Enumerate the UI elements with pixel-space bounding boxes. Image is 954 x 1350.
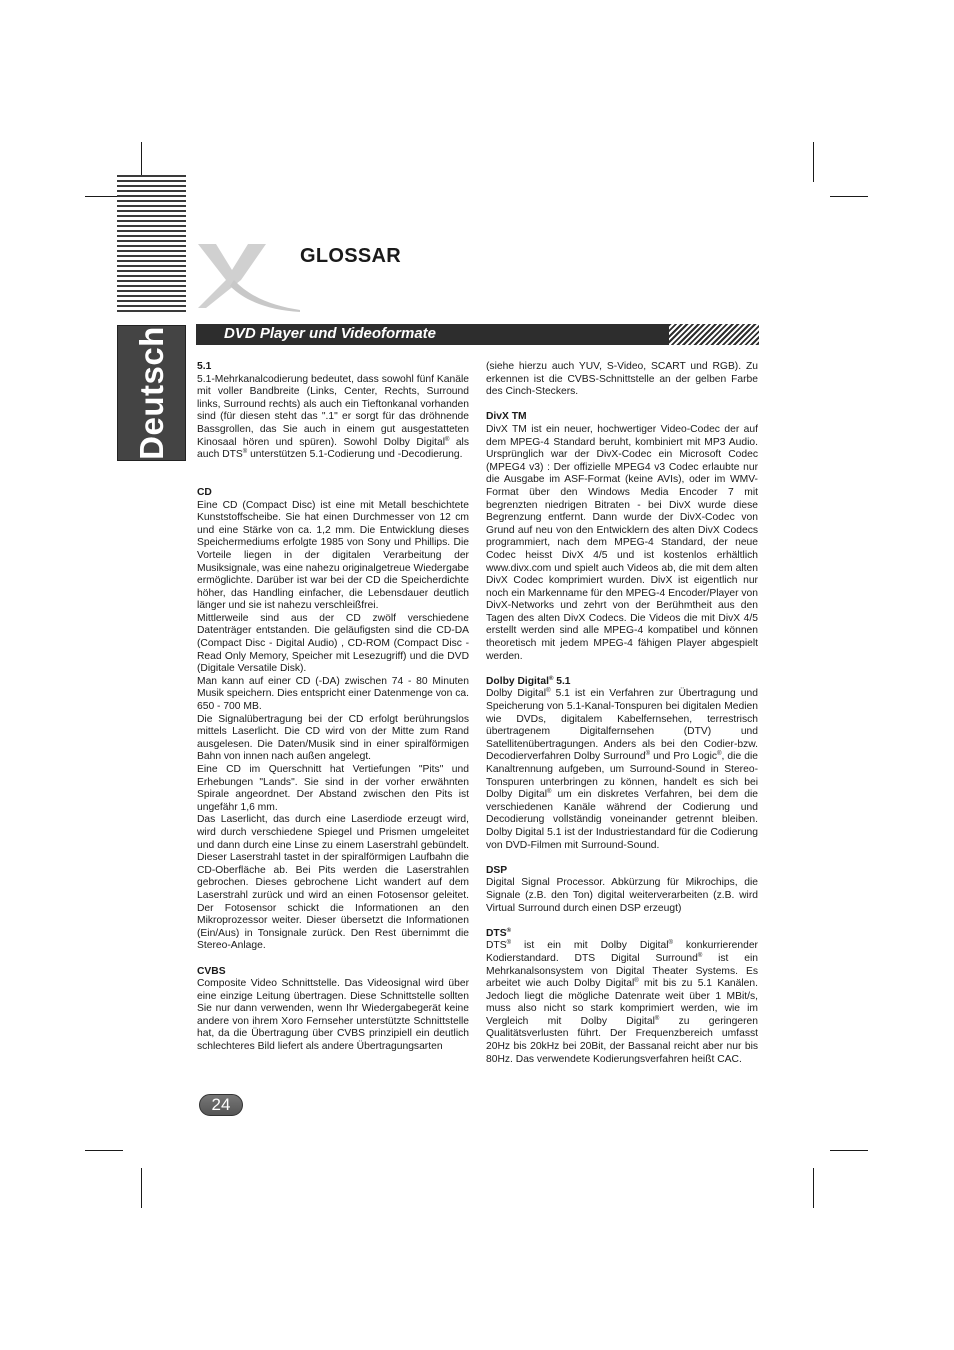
definition-cvbs: Composite Video Schnittstelle. Das Videosignal wird über eine einzige Leitung übertragen. Diese Schnittstelle sollten Sie nur dann verwenden, wenn Ihr Wiedergabegerät keine andere von ihrem Xoro Fernseher unterstützte Schnittstelle hat, da die Übertragung über CVBS prinzipiell ein deutlich schlechteres Bild liefert als andere Übertragungsarten [197, 978, 469, 1053]
term-heading-cvbs: CVBS [197, 965, 226, 977]
term-heading-dts: DTS® [486, 927, 512, 939]
term-heading-cd: CD [197, 486, 212, 498]
crop-mark [830, 1150, 868, 1151]
definition-cd: Das Laserlicht, das durch eine Laserdiode erzeugt wird, wird durch verschiedene Spiegel und Prismen umgeleitet und dann durch eine Linse zu einem Laserstrahl gebündelt. Dieser Laserstrahl tastet in der spiralförmigen Laufbahn die CD-Oberfläche ab. Bei Pits werden die Laserstrahlen gebrochen. Dieses gebrochene Licht wandert auf dem Laserstrahl zurück und wird an einen Fotosensor geleitet. Der Fotosensor schickt die Informationen an den Mikroprozessor weiter. Dieser übersetzt die Informationen (Ein/Aus) in Tonsignale zurück. Den Rest übernimmt die Stereo-Anlage. [197, 814, 469, 952]
definition-cd: Mittlerweile sind aus der CD zwölf verschiedene Datenträger entstanden. Die geläufigsten sind die CD-DA (Compact Disc - Digital Audio) , CD-ROM (Compact Disc - Read Only Memory, Speicher mit Lesezugriff) und die DVD (Digitale Versatile Disk). [197, 612, 469, 675]
definition-divx: DivX TM ist ein neuer, hochwertiger Video-Codec der auf dem MPEG-4 Standard beruht, kombiniert mit MP3 Audio. Ursprünglich war der DivX-Codec ein Microsoft Codec (MPEG4 v3) : Der offizielle MPEG4 v3 Codec erlaubte nur die Ausgabe im ASF-Format (keine AVIs), oder im WMV-Format über den Windows Media Encoder 7 mit begrenzten niedrigen Bitraten - bei DivX wurde diese Begrenzung entfernt. Dann wurde der DivX-Codec von Grund auf neu von den Entwicklern des alten DivX Codecs programmiert, nach dem MPEG-4 Standard, der neue Codec heisst DivX 4/5 und ist kostenlos erhältlich www.divx.com und spielt auch Videos ab, die mit dem alten DivX Codec komprimiert wurden. DivX ist eigentlich nur noch ein Markenname für den MPEG-4 Encoder/Player von DivX-Networks und zehrt von der Berühmtheit aus den Tagen des alten DivX Codecs. Die Videos die mit DivX 4/5 erstellt werden sind alle MPEG-4 kompatibel und können theoretisch mit jedem MPEG-4 fähigen Player abgespielt werden. [486, 423, 758, 662]
page-title: GLOSSAR [300, 245, 401, 267]
definition-cd: Eine CD (Compact Disc) ist eine mit Metall beschichtete Kunststoffscheibe. Sie hat einen Durchmesser von 12 cm und eine Stärke von ca. 1,2 mm. Die Entwicklung dieses Speichermediums erfolgte 1985 von Sony und Phillips. Die Vorteile liegen in der digitalen Verarbeitung der Musiksignale, was eine nahezu originalgetreue Wiedergabe ermöglichte. Darüber ist war bei der CD die Speicherdichte höher, das Handling einfacher, die Lebensdauer deutlich länger und sie ist nahezu verschleißfrei. [197, 499, 469, 612]
definition-cd: Man kann auf einer CD (-DA) zwischen 74 - 80 Minuten Musik speichern. Dies entspricht einer Datenmenge von ca. 650 - 700 MB. [197, 675, 469, 713]
right-column [486, 361, 758, 1066]
page-number: 24 [199, 1094, 243, 1116]
crop-mark [85, 1150, 123, 1151]
section-title: DVD Player und Videoformate [224, 325, 436, 342]
term-heading-5-1: 5.1 [197, 361, 212, 372]
definition-cd: Eine CD im Querschnitt hat Vertiefungen "Pits" und Erhebungen "Lands". Sie sind in der vorher erwähnten Spirale angeordnet. Der Abstand zwischen den Pits ist ungefähr 1,6 mm. [197, 764, 469, 813]
xoro-logo-icon [196, 240, 300, 312]
definition-5-1: 5.1-Mehrkanalcodierung bedeutet, dass sowohl fünf Kanäle mit voller Bandbreite (Links, Center, Rechts, Surround links, Surround rechts) als auch ein Tieftonkanal vorhanden sind (für diesen steht das ".1" er sorgt für das dröhnende Bassgrollen, das Sie auch in einem gut ausgestatteten Kinosaal hören und spüren). Sowohl Dolby Digital® als auch DTS® unterstützen 5.1-Codierung und -Decodierung. [197, 373, 469, 461]
definition-cvbs-continued: (siehe hierzu auch YUV, S-Video, SCART und RGB). Zu erkennen ist die CVBS-Schnittstelle an der gelben Farbe des Cinch-Steckers. [486, 361, 758, 398]
language-tab [117, 325, 186, 461]
term-heading-divx: DivX TM [486, 411, 527, 423]
decorative-stripes [117, 175, 186, 312]
definition-dolby-digital: Dolby Digital® 5.1 ist ein Verfahren zur Übertragung und Speicherung von 5.1-Kanal-Tonspuren bei digitalen Medien wie DVDs, digitalem Kabelfernsehen, terrestrisch übertragenem Digitalfernsehen (DTV) und Satellitenübertragungen. Anders als bei den Codier-bzw. Decodierverfahren Dolby Surround® und Pro Logic®, die die Kanaltrennung aufgeben, um Surround-Sound in Stereo-Tonspuren unterbringen zu können, handelt es sich bei Dolby Digital® um ein diskretes Verfahren, bei dem die verschiedenen Kanäle während der Codierung und Decodierung vollständig voneinander getrennt bleiben. Dolby Digital 5.1 ist der Industriestandard für die Codierung von DVD-Filmen mit Surround-Sound. [486, 688, 758, 851]
crop-mark [813, 1168, 814, 1208]
crop-mark [141, 1168, 142, 1208]
left-column [197, 361, 469, 1054]
term-heading-dsp: DSP [486, 864, 508, 876]
definition-dts: DTS® ist ein mit Dolby Digital® konkurrierender Kodierstandard. DTS Digital Surround® ist ein Mehrkanalsonsystem von Digital Theater Systems. Es arbeitet wie auch Dolby Digital® mit bis zu 5.1 Kanälen. Jedoch liegt die mögliche Datenrate weit über 1 MBit/s, muss also nicht so stark komprimiert werden, wie im Vergleich mit Dolby Digital® zu geringeren Qualitätsverlusten führt. Der Frequenzbereich umfasst 20Hz bis 20kHz bei 20Bit, der Bassanal reicht aber nur bis 80Hz. Das verwendete Kodierungsverfahren heißt CAC. [486, 940, 758, 1065]
definition-dsp: Digital Signal Processor. Abkürzung für Mikrochips, die Signale (z.B. den Ton) digital weiterverarbeiten (z.B. wird Virtual Surround durch einen DSP erzeugt) [486, 877, 758, 914]
section-bar-pattern [669, 324, 759, 345]
crop-mark [830, 196, 868, 197]
definition-cd: Die Signalübertragung bei der CD erfolgt berührungslos mittels Laserlicht. Die CD wird von der Mitte zum Rand ausgelesen. Die Daten/Musik sind in einer spiralförmigen Bahn von innen nach außen angelegt. [197, 713, 469, 763]
crop-mark [813, 142, 814, 182]
language-tab-label: Deutsch [132, 326, 170, 460]
term-heading-dolby-digital: Dolby Digital® 5.1 [486, 675, 571, 687]
section-header-bar [196, 324, 759, 345]
